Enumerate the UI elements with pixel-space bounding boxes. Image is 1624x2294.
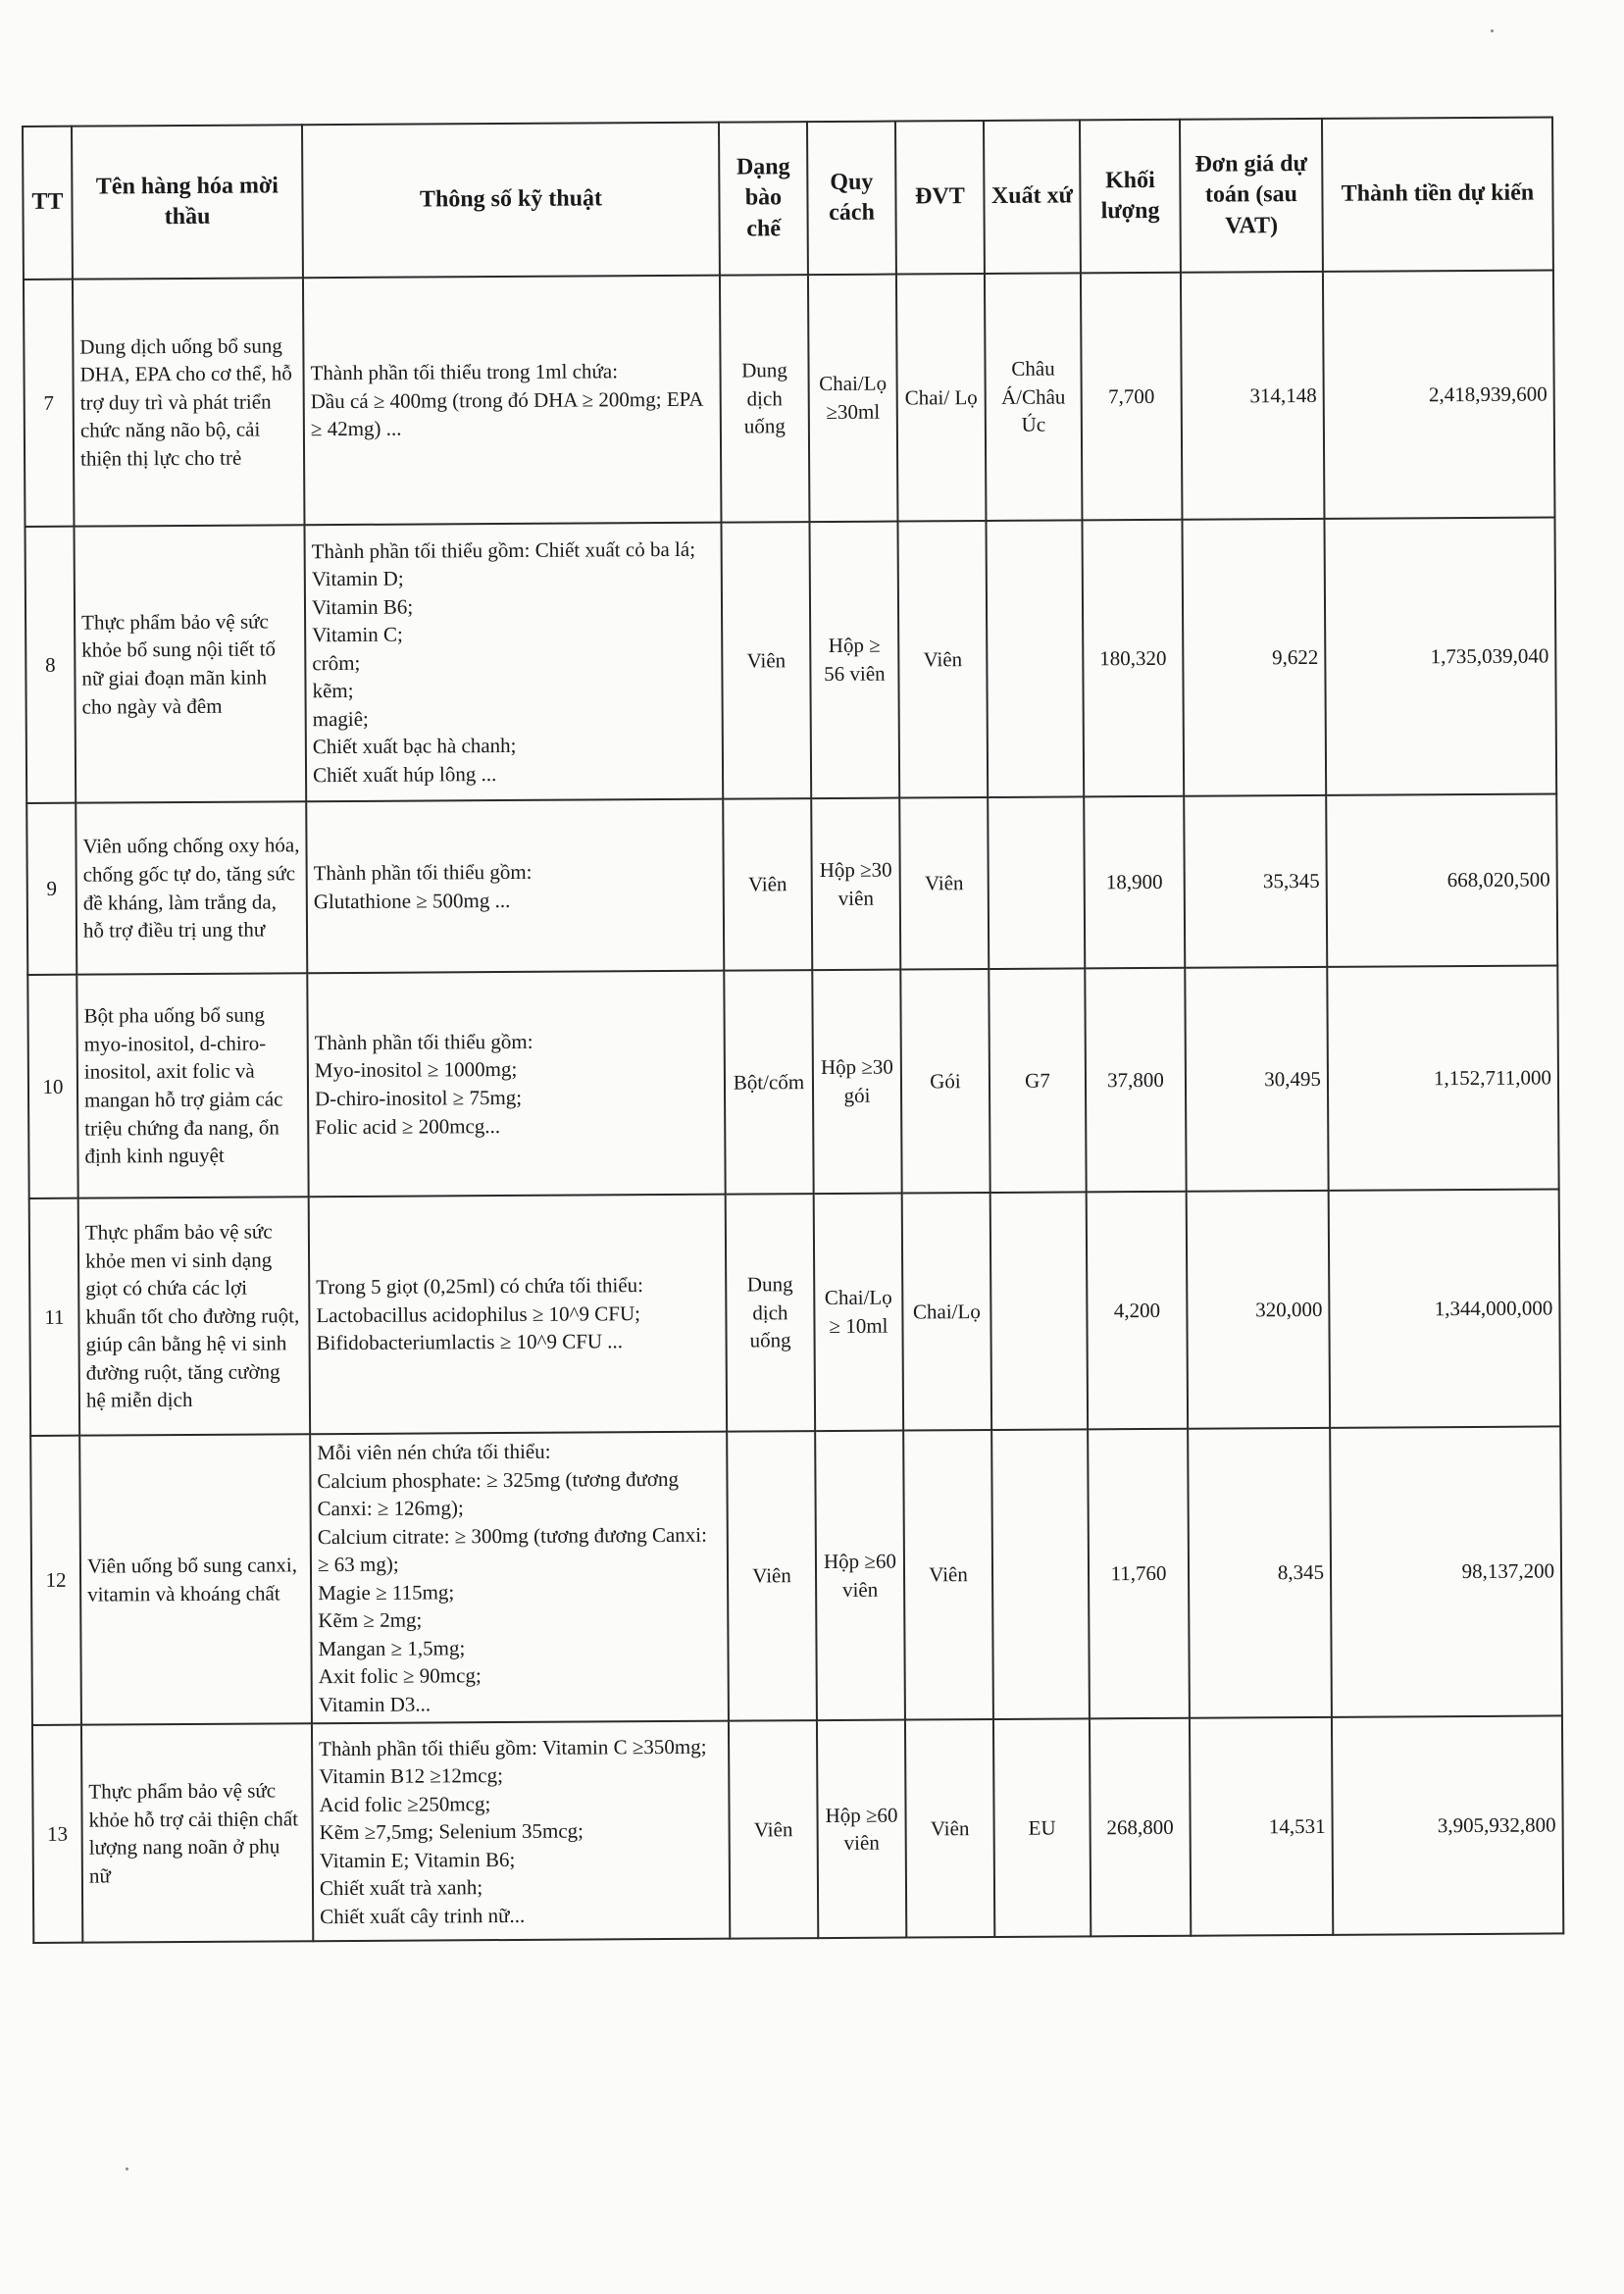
cell-unit: Viên	[897, 521, 988, 798]
cell-spec: Thành phần tối thiểu gồm: Glutathione ≥ 500mg ...	[306, 799, 724, 974]
cell-origin	[988, 796, 1085, 969]
cell-total: 1,735,039,040	[1324, 517, 1556, 794]
cell-pack: Hộp ≥30 viên	[811, 798, 900, 971]
table-row	[30, 1426, 1562, 1725]
header-tt: TT	[23, 127, 73, 280]
cell-form: Viên	[723, 798, 812, 971]
cell-unit: Gói	[900, 969, 990, 1194]
cell-unit: Viên	[899, 797, 989, 970]
cell-pack: Chai/Lọ ≥ 10ml	[814, 1194, 903, 1432]
header-unit: ĐVT	[895, 121, 985, 275]
cell-unit: Viên	[905, 1719, 994, 1938]
cell-total: 668,020,500	[1326, 793, 1557, 966]
document-page	[22, 116, 1562, 1944]
table-row	[24, 270, 1555, 527]
cell-name: Thực phẩm bảo vệ sức khỏe hỗ trợ cải thiện chất lượng nang noãn ở phụ nữ	[81, 1724, 313, 1943]
cell-pack: Hộp ≥ 56 viên	[809, 522, 899, 799]
header-name: Tên hàng hóa mời thầu	[72, 125, 303, 279]
header-spec: Thông số kỹ thuật	[302, 123, 720, 279]
table-row	[27, 965, 1558, 1198]
cell-form: Viên	[721, 522, 811, 799]
cell-form: Viên	[727, 1431, 817, 1721]
cell-origin: G7	[989, 968, 1086, 1193]
cell-price: 35,345	[1184, 795, 1327, 968]
cell-tt: 12	[30, 1436, 81, 1726]
cell-pack: Hộp ≥30 gói	[812, 970, 901, 1195]
cell-origin	[991, 1429, 1090, 1719]
header-origin: Xuất xứ	[984, 120, 1081, 274]
cell-tt: 9	[26, 803, 76, 975]
header-pack: Quy cách	[807, 122, 896, 276]
cell-unit: Chai/ Lọ	[896, 274, 987, 522]
cell-total: 3,905,932,800	[1332, 1716, 1563, 1935]
cell-qty: 18,900	[1084, 796, 1185, 969]
cell-qty: 37,800	[1085, 968, 1186, 1193]
cell-form: Viên	[729, 1721, 818, 1940]
header-form: Dạng bào chế	[719, 122, 808, 276]
cell-qty: 4,200	[1087, 1192, 1188, 1430]
cell-qty: 180,320	[1082, 520, 1184, 797]
scan-speck	[1491, 29, 1494, 32]
cell-tt: 10	[27, 975, 77, 1198]
cell-unit: Chai/Lọ	[902, 1193, 991, 1431]
cell-form: Dung dịch uống	[720, 275, 810, 523]
cell-name: Viên uống chống oxy hóa, chống gốc tự do, tăng sức đề kháng, làm trắng da, hỗ trợ điều trị ung thư	[76, 801, 307, 974]
cell-total: 1,344,000,000	[1329, 1189, 1560, 1427]
cell-pack: Hộp ≥60 viên	[817, 1720, 906, 1939]
cell-price: 8,345	[1188, 1428, 1332, 1718]
header-total: Thành tiền dự kiến	[1322, 117, 1553, 271]
cell-spec: Mỗi viên nén chứa tối thiểu: Calcium phosphate: ≥ 325mg (tương đương Canxi: ≥ 126mg); Calcium citrate: ≥ 300mg (tương đương Canxi: ≥ 63 mg); Magie ≥ 115mg; Kẽm ≥ 2mg; Mangan ≥ 1,5mg; Axit folic ≥ 90mcg; Vitamin D3...	[310, 1432, 729, 1724]
bid-items-table	[22, 116, 1564, 1944]
cell-pack: Chai/Lọ ≥30ml	[808, 275, 898, 523]
cell-price: 14,531	[1190, 1717, 1333, 1936]
header-price: Đơn giá dự toán (sau VAT)	[1180, 119, 1323, 273]
cell-price: 30,495	[1185, 967, 1328, 1192]
cell-spec: Thành phần tối thiểu gồm: Myo-inositol ≥ 1000mg; D-chiro-inositol ≥ 75mg; Folic acid ≥ 200mcg...	[307, 971, 725, 1198]
cell-form: Bột/cốm	[724, 970, 813, 1195]
cell-price: 314,148	[1181, 272, 1325, 520]
cell-name: Thực phẩm bảo vệ sức khỏe men vi sinh dạng giọt có chứa các lợi khuẩn tốt cho đường ruột, giúp cân bằng hệ vi sinh đường ruột, tăng cường hệ miễn dịch	[78, 1197, 310, 1435]
table-row	[29, 1189, 1560, 1436]
cell-unit: Viên	[903, 1430, 993, 1720]
cell-origin: Châu Á/Châu Úc	[985, 273, 1083, 521]
cell-total: 1,152,711,000	[1327, 965, 1558, 1190]
cell-qty: 7,700	[1081, 273, 1183, 521]
cell-spec: Thành phần tối thiểu trong 1ml chứa: Dầu cá ≥ 400mg (trong đó DHA ≥ 200mg; EPA ≥ 42mg) ...	[303, 276, 722, 526]
table-row	[25, 517, 1556, 803]
table-row	[26, 793, 1557, 975]
cell-total: 98,137,200	[1330, 1426, 1562, 1717]
cell-name: Dung dịch uống bổ sung DHA, EPA cho cơ thể, hỗ trợ duy trì và phát triển chức năng não bộ, cải thiện thị lực cho trẻ	[73, 278, 305, 526]
cell-total: 2,418,939,600	[1323, 270, 1555, 518]
table-row	[32, 1716, 1563, 1944]
cell-spec: Thành phần tối thiểu gồm: Vitamin C ≥350mg; Vitamin B12 ≥12mcg; Acid folic ≥250mcg; Kẽm ≥7,5mg; Selenium 35mcg; Vitamin E; Vitamin B6; Chiết xuất trà xanh; Chiết xuất cây trinh nữ...	[312, 1721, 730, 1942]
scan-speck	[126, 2167, 128, 2170]
cell-origin	[990, 1192, 1088, 1430]
cell-qty: 268,800	[1090, 1718, 1191, 1937]
cell-price: 320,000	[1187, 1191, 1330, 1429]
cell-form: Dung dịch uống	[726, 1194, 815, 1432]
header-qty: Khối lượng	[1080, 120, 1181, 274]
cell-price: 9,622	[1182, 519, 1326, 796]
cell-tt: 13	[32, 1725, 82, 1943]
cell-tt: 8	[25, 527, 76, 803]
cell-pack: Hộp ≥60 viên	[815, 1431, 905, 1721]
cell-tt: 7	[24, 280, 75, 527]
cell-name: Bột pha uống bổ sung myo-inositol, d-chiro-inositol, axit folic và mangan hỗ trợ giảm các triệu chứng đa nang, ổn định kinh nguyệt	[76, 973, 308, 1198]
cell-name: Thực phẩm bảo vệ sức khỏe bổ sung nội tiết tố nữ giai đoạn mãn kinh cho ngày và đêm	[74, 525, 306, 802]
cell-spec: Thành phần tối thiểu gồm: Chiết xuất cỏ ba lá; Vitamin D; Vitamin B6; Vitamin C; crôm; kẽm; magiê; Chiết xuất bạc hà chanh; Chiết xuất húp lông ...	[304, 523, 723, 802]
cell-origin: EU	[993, 1719, 1091, 1938]
cell-origin	[986, 520, 1084, 797]
cell-name: Viên uống bổ sung canxi, vitamin và khoáng chất	[79, 1434, 312, 1725]
table-header-row	[23, 117, 1553, 280]
cell-spec: Trong 5 giọt (0,25ml) có chứa tối thiểu: Lactobacillus acidophilus ≥ 10^9 CFU; Bifidobacteriumlactis ≥ 10^9 CFU ...	[309, 1195, 727, 1435]
cell-tt: 11	[29, 1198, 79, 1436]
cell-qty: 11,760	[1088, 1429, 1190, 1719]
